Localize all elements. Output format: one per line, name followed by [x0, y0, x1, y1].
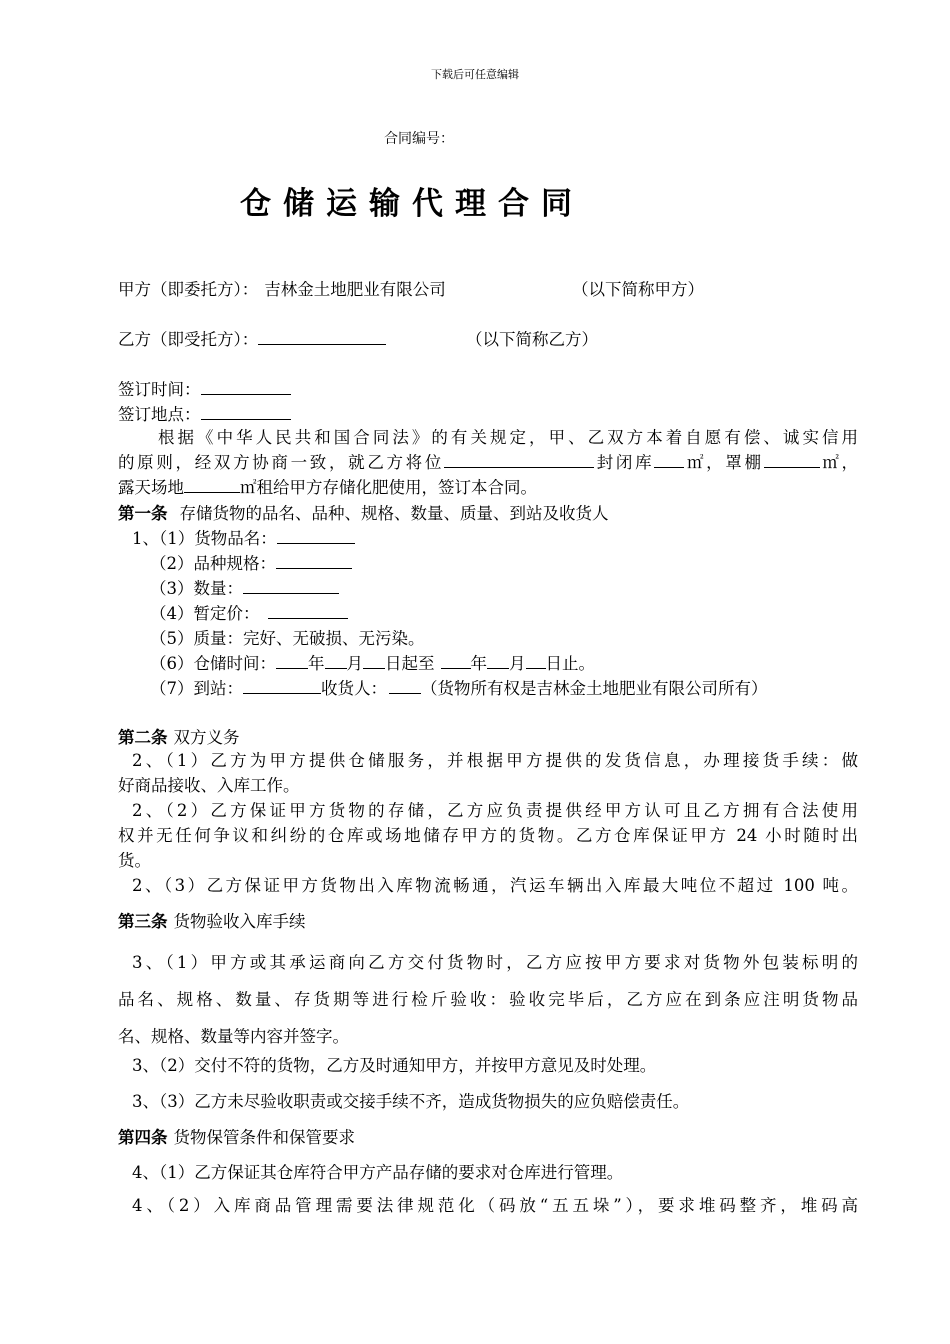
- quantity-blank: [243, 576, 339, 594]
- article-4-number: 第四条: [118, 1128, 168, 1147]
- party-b-abbr: （以下简称乙方）: [466, 330, 598, 349]
- article-2-title: 双方义务: [173, 728, 240, 747]
- article-1-heading: [118, 500, 609, 524]
- intro-line-2-text: 的原则，经双方协商一致，就乙方将位: [118, 453, 445, 472]
- end-year-blank: [441, 651, 471, 669]
- start-day-blank: [363, 651, 385, 669]
- article-1-title: 存储货物的品名、品种、规格、数量、质量、到站及收货人: [179, 504, 609, 523]
- end-month-blank: [487, 651, 509, 669]
- ownership-note: （货物所有权是吉林金土地肥业有限公司所有）: [421, 679, 768, 698]
- art1-item-3-label: （3）数量：: [150, 579, 243, 598]
- art1-item-4-label: （4）暂定价：: [150, 604, 260, 623]
- storage-time-label: （6）仓储时间：: [150, 654, 276, 673]
- art4-p2-line-1: 4、（2）入库商品管理需要法律规范化（码放“五五垛”），要求堆码整齐，堆码高: [132, 1196, 858, 1215]
- art4-paragraph-2: [118, 1193, 858, 1218]
- art1-item-1: [132, 525, 355, 549]
- sign-place-blank: [201, 402, 291, 420]
- start-month-blank: [325, 651, 347, 669]
- art1-item-6: [150, 650, 595, 674]
- art2-paragraph-1: [118, 748, 858, 798]
- header-note: 下载后可任意编辑: [431, 68, 519, 81]
- art3-p1-line-2: 品名、规格、数量、存货期等进行检斤验收：验收完毕后，乙方应在到条应注明货物品: [118, 990, 858, 1009]
- sign-time-line: [118, 376, 291, 400]
- start-year-blank: [276, 651, 308, 669]
- end-day-blank: [526, 651, 546, 669]
- shed-label: ㎡，罩棚: [684, 453, 764, 472]
- intro-line-3-text: ㎡租给甲方存储化肥使用，签订本合同。: [240, 478, 537, 497]
- consignee-blank: [389, 676, 421, 694]
- price-blank: [268, 601, 348, 619]
- art1-item-4: [150, 600, 348, 624]
- article-3-title: 货物验收入库手续: [173, 912, 306, 931]
- art1-item-7: [150, 675, 768, 699]
- sign-time-label: 签订时间：: [118, 380, 201, 399]
- station-label: （7）到站：: [150, 679, 243, 698]
- art2-p3-line-1: 2、（3）乙方保证甲方货物出入库物流畅通，汽运车辆出入库最大吨位不超过 100 吨。: [132, 876, 858, 895]
- party-a-name: 吉林金土地肥业有限公司: [264, 280, 446, 299]
- art2-paragraph-3: [118, 873, 858, 898]
- open-yard-label: 露天场地: [118, 478, 184, 497]
- consignee-label: 收货人：: [321, 679, 387, 698]
- art2-p2-line-1: 2、（2）乙方保证甲方货物的存储，乙方应负责提供经甲方认可且乙方拥有合法使用: [132, 801, 858, 820]
- goods-name-blank: [277, 526, 355, 544]
- shed-blank: [764, 450, 820, 468]
- art2-p1-line-1: 2、（1）乙方为甲方提供仓储服务，并根据甲方提供的发货信息，办理接货手续：做: [132, 751, 858, 770]
- art2-paragraph-2: [118, 798, 858, 873]
- article-2-number: 第二条: [118, 728, 168, 747]
- article-3-number: 第三条: [118, 912, 168, 931]
- party-a-line: [118, 276, 446, 300]
- party-b-blank: [258, 327, 386, 345]
- art4-paragraph-1: 4、（1）乙方保证其仓库符合甲方产品存储的要求对仓库进行管理。: [132, 1163, 624, 1182]
- art1-item-2-label: （2）品种规格：: [150, 554, 276, 573]
- party-a-abbr: （以下简称甲方）: [572, 280, 704, 299]
- sqm-unit: ㎡，: [819, 453, 859, 472]
- art3-p1-line-3: 名、规格、数量等内容并签字。: [118, 1027, 349, 1046]
- article-1-number: 第一条: [118, 504, 168, 523]
- day-to-label: 日起至: [385, 654, 435, 673]
- party-a-label: 甲方（即委托方）：: [118, 280, 259, 299]
- station-blank: [243, 676, 321, 694]
- spec-blank: [276, 551, 352, 569]
- article-2-heading: [118, 724, 240, 748]
- closed-warehouse-label: 封闭库: [594, 453, 655, 472]
- art1-item-5: （5）质量：完好、无破损、无污染。: [150, 629, 425, 648]
- art3-p1-line-1: 3、（1）甲方或其承运商向乙方交付货物时，乙方应按甲方要求对货物外包装标明的: [132, 953, 858, 972]
- article-3-heading: [118, 908, 306, 932]
- art1-item-3: [150, 575, 339, 599]
- location-blank: [444, 450, 594, 468]
- art3-paragraph-1: [118, 944, 858, 1055]
- contract-number-label: 合同编号：: [384, 131, 454, 147]
- intro-paragraph: [118, 425, 858, 500]
- art1-item-1-label: 1、（1）货物品名：: [132, 529, 277, 548]
- article-4-heading: [118, 1124, 355, 1148]
- art2-p1-line-2: 好商品接收、入库工作。: [118, 776, 300, 795]
- party-b-line: [118, 326, 386, 350]
- intro-line-1: 根据《中华人民共和国合同法》的有关规定，甲、乙双方本着自愿有偿、诚实信用: [158, 428, 858, 447]
- article-4-title: 货物保管条件和保管要求: [173, 1128, 355, 1147]
- art1-item-2: [150, 550, 352, 574]
- sign-place-line: [118, 401, 291, 425]
- month-label: 月: [346, 654, 363, 673]
- closed-warehouse-blank: [654, 450, 684, 468]
- art2-p2-line-3: 货。: [118, 851, 151, 870]
- art3-paragraph-2: 3、（2）交付不符的货物，乙方及时通知甲方，并按甲方意见及时处理。: [132, 1056, 657, 1075]
- year-label-2: 年: [470, 654, 487, 673]
- open-yard-blank: [184, 475, 240, 493]
- day-end-label: 日止。: [545, 654, 595, 673]
- art3-paragraph-3: 3、（3）乙方未尽验收职责或交接手续不齐，造成货物损失的应负赔偿责任。: [132, 1092, 690, 1111]
- party-b-label: 乙方（即受托方）：: [118, 330, 259, 349]
- year-label: 年: [308, 654, 325, 673]
- document-title: 仓储运输代理合同: [240, 186, 584, 222]
- intro-line-2: [118, 450, 858, 475]
- art2-p2-line-2: 权并无任何争议和纠纷的仓库或场地储存甲方的货物。乙方仓库保证甲方 24 小时随时出: [118, 826, 858, 845]
- sign-place-label: 签订地点：: [118, 405, 201, 424]
- month-label-2: 月: [509, 654, 526, 673]
- sign-time-blank: [201, 377, 291, 395]
- intro-line-3: [118, 475, 858, 500]
